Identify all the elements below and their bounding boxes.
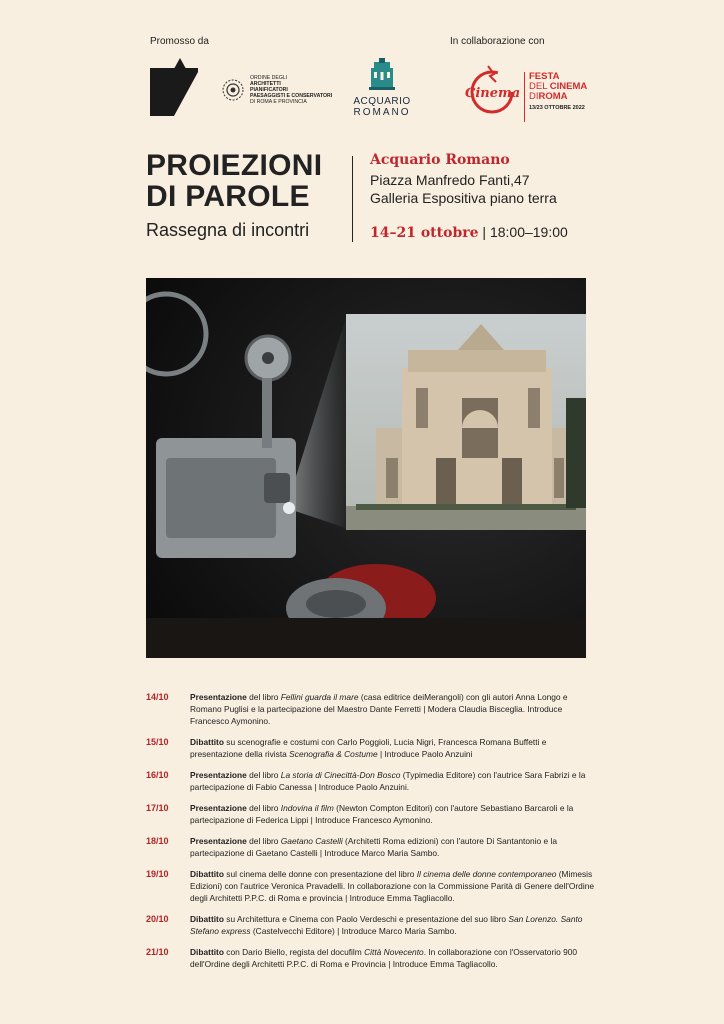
book-title: Il cinema delle donne contemporaneo: [416, 869, 557, 879]
program-date: 20/10: [146, 914, 169, 924]
program-description: Dibattito con Dario Biello, regista del docufilm Città Novecento. In collaborazione con l'Osservatorio 900 dell'Ordine degli Architetti P.P.C. di Roma e Provincia | Introduce Emma Tagliacollo.: [190, 947, 578, 969]
program-type: Presentazione: [190, 770, 247, 780]
promoted-by-label: Promosso da: [150, 36, 209, 47]
program-item: [146, 802, 596, 826]
program-item: [146, 691, 596, 727]
event-dates: 14–21 ottobre: [370, 225, 479, 241]
event-subtitle: Rassegna di incontri: [146, 220, 310, 240]
program-date: 19/10: [146, 869, 169, 879]
title-line2: DI PAROLE: [146, 180, 310, 213]
casa-architettura-logo: [150, 58, 198, 116]
ordine-line5: DI ROMA E PROVINCIA: [250, 99, 307, 105]
ordine-line1: ORDINE DEGLI: [250, 75, 288, 81]
ordine-architetti-logo: [222, 72, 342, 108]
program-description: Presentazione del libro Fellini guarda il mare (casa editrice deiMerangoli) con gli autori Anna Longo e Romano Puglisi e la partecipazione del Maestro Dante Ferretti | Modera Claudia Bisceglia. Introduce Francesco Aymonino.: [190, 692, 568, 726]
program-date: 17/10: [146, 803, 169, 813]
program-description: Dibattito sul cinema delle donne con presentazione del libro Il cinema delle donne contemporaneo (Mimesis Edizioni) con l'autrice Veronica Pravadelli. In collaborazione con la Commissione Parità di Genere dell'Ordine degli Architetti P.P.C. di Roma e provincia | Introduce Emma Tagliacollo.: [190, 869, 595, 903]
program-date: 18/10: [146, 836, 169, 846]
projector-photo: [146, 278, 586, 658]
festa-roma: ROMA: [538, 91, 568, 102]
program-type: Dibattito: [190, 869, 224, 879]
acquario-line2: ROMANO: [353, 107, 411, 118]
date-time-separator: |: [482, 224, 487, 240]
event-title: [146, 150, 322, 212]
festa-cinema: CINEMA: [549, 81, 588, 92]
program-type: Presentazione: [190, 836, 247, 846]
program-item: [146, 946, 596, 970]
cinema-logo: [462, 64, 522, 116]
program-list: [146, 691, 596, 979]
acquario-building-icon: [368, 58, 396, 90]
acquario-line1: ACQUARIO: [353, 96, 411, 107]
address-line2: Galleria Espositiva piano terra: [370, 190, 557, 206]
program-description: Presentazione del libro Indovina il film (Newton Compton Editori) con l'autore Sebastiano Barcaroli e la partecipazione di Federica Lippi | Introduce Francesco Aymonino.: [190, 803, 574, 825]
program-description: Presentazione del libro Gaetano Castelli (Architetti Roma edizioni) con l'autore Di Santantonio e la partecipazione di Gaetano Castelli | Introduce Marco Maria Sambo.: [190, 836, 558, 858]
book-title: Fellini guarda il mare: [280, 692, 359, 702]
program-date: 16/10: [146, 770, 169, 780]
program-date: 21/10: [146, 947, 169, 957]
book-title: Scenografia & Costume: [289, 749, 378, 759]
festa-line1: FESTA: [529, 71, 560, 82]
program-type: Dibattito: [190, 737, 224, 747]
festa-di: DI: [529, 91, 539, 102]
title-divider: [352, 156, 353, 242]
address-line1: Piazza Manfredo Fanti,47: [370, 172, 530, 188]
program-item: [146, 835, 596, 859]
event-time: 18:00–19:00: [489, 224, 568, 240]
book-title: Gaetano Castelli: [280, 836, 343, 846]
book-title: La storia di Cinecittà-Don Bosco: [280, 770, 401, 780]
collaboration-label: In collaborazione con: [450, 36, 545, 47]
program-item: [146, 913, 596, 937]
venue-name: Acquario Romano: [370, 152, 510, 168]
program-type: Dibattito: [190, 914, 224, 924]
program-item: [146, 769, 596, 793]
program-item: [146, 868, 596, 904]
date-time-row: [370, 224, 568, 241]
program-date: 14/10: [146, 692, 169, 702]
program-item: [146, 736, 596, 760]
ordine-line4: PAESAGGISTI E CONSERVATORI: [250, 93, 333, 99]
festa-dates: 13/23 OTTOBRE 2022: [529, 105, 585, 111]
acquario-romano-logo: [350, 58, 414, 120]
ordine-line2: ARCHITETTI: [250, 81, 281, 87]
book-title: San Lorenzo. Santo Stefano express: [190, 914, 583, 936]
festa-del: DEL: [529, 81, 548, 92]
program-type: Presentazione: [190, 692, 247, 702]
title-line1: PROIEZIONI: [146, 149, 323, 182]
cinema-script-text: Cinema: [465, 86, 521, 101]
ordine-emblem-icon: [222, 79, 244, 101]
venue-address: [370, 171, 557, 207]
book-title: Città Novecento: [364, 947, 424, 957]
program-description: Dibattito su Architettura e Cinema con Paolo Verdeschi e presentazione del suo libro San Lorenzo. Santo Stefano express (Castelvecchi Editore) | Introduce Marco Maria Sambo.: [190, 914, 583, 936]
program-description: Dibattito su scenografie e costumi con Carlo Poggioli, Lucia Nigri, Francesca Romana Buffetti e presentazione della rivista Scenografia & Costume | Introduce Paolo Anzuini: [190, 737, 547, 759]
program-type: Dibattito: [190, 947, 224, 957]
program-description: Presentazione del libro La storia di Cinecittà-Don Bosco (Typimedia Editore) con l'autrice Sara Fabrizi e la partecipazione di Fabio Canessa | Introduce Paolo Anzuini.: [190, 770, 586, 792]
ordine-line3: PIANIFICATORI: [250, 87, 288, 93]
book-title: Indovina il film: [280, 803, 334, 813]
festa-cinema-logo: [524, 72, 594, 122]
program-date: 15/10: [146, 737, 169, 747]
program-type: Presentazione: [190, 803, 247, 813]
